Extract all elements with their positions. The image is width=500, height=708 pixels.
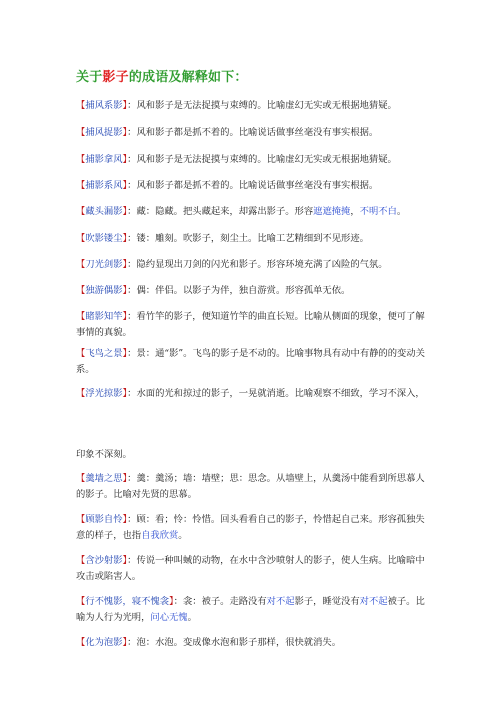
punctuation: 。 <box>187 612 197 623</box>
punctuation: 。 <box>396 206 407 217</box>
idiom-term: 行不愧影，寝不愧衾 <box>85 596 169 607</box>
idiom-definition: 风和影子是无法捉摸与束缚的。比喻虚幻无实或无根据地猜疑。 <box>136 100 397 111</box>
idiom-term: 浮光掠影 <box>85 388 123 399</box>
idiom-term: 捕风系影 <box>85 100 123 111</box>
idiom-definition: 衾：被子。走路没有 <box>182 596 267 607</box>
idiom-definition: 偶：伴侣。以影子为伴，独自游赏。形容孤单无依。 <box>136 285 351 296</box>
idiom-entry: 【吹影镂尘】：镂：雕刻。吹影子，刻尘土。比喻工艺精细到不见形迹。 <box>76 233 369 244</box>
idiom-entry: 【独游偶影】：偶：伴侣。以影子为伴，独自游赏。形容孤单无依。 <box>76 285 351 296</box>
idiom-entry: 【捕影拿风】：风和影子是无法捉摸与束缚的。比喻虚幻无实或无根据地猜疑。 <box>76 154 397 165</box>
idiom-definition: 传说一种叫蜮的动物，在水中含沙喷射人的影子，使人生病。比喻暗中攻击或陷害人。 <box>76 555 425 582</box>
idiom-term: 睹影知竿 <box>85 311 123 322</box>
idiom-entry: 【化为泡影】：泡：水泡。变成像水泡和影子那样，很快就消失。 <box>76 637 342 648</box>
punctuation: 。 <box>178 530 188 541</box>
idiom-entry: 【捕风捉影】：风和影子都是抓不着的。比喻说话做事丝毫没有事实根据。 <box>76 127 379 138</box>
related-link[interactable]: 不明不白 <box>359 206 397 217</box>
idiom-definition: 隐约显现出刀剑的闪光和影子。形容环境充满了凶险的气氛。 <box>136 259 388 270</box>
idiom-definition: 泡：水泡。变成像水泡和影子那样，很快就消失。 <box>136 637 342 648</box>
idiom-entry: 【飞鸟之景】：景：通“影”。飞鸟的影子是不动的。比喻事物具有动中有静的的变动关系。 <box>76 348 425 375</box>
idiom-definition: 被子。比喻为人行为光明， <box>76 596 425 623</box>
idiom-entry: 【顾影自怜】：顾：看；怜：怜惜。回头看看自己的影子，怜惜起自己来。形容孤独失意的样子，也指自我欣赏。 <box>76 514 425 541</box>
idiom-definition: 镂：雕刻。吹影子，刻尘土。比喻工艺精细到不见形迹。 <box>136 233 369 244</box>
idiom-entry: 【羹墙之思】：羹：羹汤；墙：墙壁；思：思念。从墙壁上，从羹汤中能看到所思慕人的影子。比喻对先贤的思慕。 <box>76 473 425 500</box>
idiom-term: 捕影拿风 <box>85 154 123 165</box>
related-link[interactable]: 对不起 <box>359 596 388 607</box>
idiom-term: 吹影镂尘 <box>85 233 123 244</box>
idiom-continuation <box>76 447 432 463</box>
idiom-entry: 【行不愧影，寝不愧衾】：衾：被子。走路没有对不起影子，睡觉没有对不起被子。比喻为人行为光明，问心无愧。 <box>76 596 425 623</box>
idiom-term: 含沙射影 <box>85 555 123 566</box>
idiom-entry: 【刀光剑影】：隐约显现出刀剑的闪光和影子。形容环境充满了凶险的气氛。 <box>76 259 388 270</box>
idiom-definition: 印象不深刻。 <box>76 449 132 460</box>
title-suffix: 的成语及解释如下： <box>128 70 248 85</box>
punctuation: ， <box>350 206 360 217</box>
idiom-term: 捕风捉影 <box>85 127 123 138</box>
related-link[interactable]: 问心无愧 <box>150 612 188 623</box>
idiom-definition: 风和影子都是抓不着的。比喻说话做事丝毫没有事实根据。 <box>136 127 379 138</box>
idiom-entry: 【藏头漏影】：藏：隐藏。把头藏起来，却露出影子。形容遮遮掩掩，不明不白。 <box>76 206 407 217</box>
idiom-term: 飞鸟之景 <box>85 348 123 359</box>
idiom-term: 捕影系风 <box>85 180 123 191</box>
related-link[interactable]: 对不起 <box>266 596 295 607</box>
idiom-entry: 【捕风系影】：风和影子是无法捉摸与束缚的。比喻虚幻无实或无根据地猜疑。 <box>76 100 397 111</box>
idiom-definition: 影子，睡觉没有 <box>294 596 360 607</box>
idiom-term: 顾影自怜 <box>85 514 123 525</box>
idiom-term: 独游偶影 <box>85 285 123 296</box>
idiom-term: 藏头漏影 <box>85 206 123 217</box>
idiom-definition: 藏：隐藏。把头藏起来，却露出影子。形容 <box>136 206 314 217</box>
idiom-definition: 景：通“影”。飞鸟的影子是不动的。比喻事物具有动中有静的的变动关系。 <box>76 348 425 375</box>
idiom-definition: 看竹竿的影子，便知道竹竿的曲直长短。比喻从侧面的现象，便可了解事情的真貌。 <box>76 311 425 338</box>
idiom-term: 羹墙之思 <box>85 473 123 484</box>
related-link[interactable]: 遮遮掩掩 <box>313 206 351 217</box>
idiom-entry: 【捕影系风】：风和影子都是抓不着的。比喻说话做事丝毫没有事实根据。 <box>76 180 379 191</box>
idiom-term: 化为泡影 <box>85 637 123 648</box>
idiom-definition: 羹：羹汤；墙：墙壁；思：思念。从墙壁上，从羹汤中能看到所思慕人的影子。比喻对先贤的思慕。 <box>76 473 425 500</box>
idiom-definition: 水面的光和掠过的影子，一晃就消逝。比喻观察不细致，学习不深入， <box>136 388 425 399</box>
idiom-definition: 风和影子是无法捉摸与束缚的。比喻虚幻无实或无根据地猜疑。 <box>136 154 397 165</box>
idiom-definition: 风和影子都是抓不着的。比喻说话做事丝毫没有事实根据。 <box>136 180 379 191</box>
page-title <box>76 66 248 85</box>
idiom-entry: 【含沙射影】：传说一种叫蜮的动物，在水中含沙喷射人的影子，使人生病。比喻暗中攻击或陷害人。 <box>76 555 425 582</box>
idiom-entry: 【睹影知竿】：看竹竿的影子，便知道竹竿的曲直长短。比喻从侧面的现象，便可了解事情的真貌。 <box>76 311 425 338</box>
title-highlight: 影子 <box>102 70 129 85</box>
idiom-entry: 【浮光掠影】：水面的光和掠过的影子，一晃就消逝。比喻观察不细致，学习不深入， <box>76 388 425 399</box>
idiom-definition: 顾：看；怜：怜惜。回头看看自己的影子，怜惜起自己来。形容孤独失意的样子，也指 <box>76 514 425 541</box>
related-link[interactable]: 自我欣赏 <box>141 530 179 541</box>
idiom-term: 刀光剑影 <box>85 259 123 270</box>
title-prefix: 关于 <box>76 70 103 85</box>
